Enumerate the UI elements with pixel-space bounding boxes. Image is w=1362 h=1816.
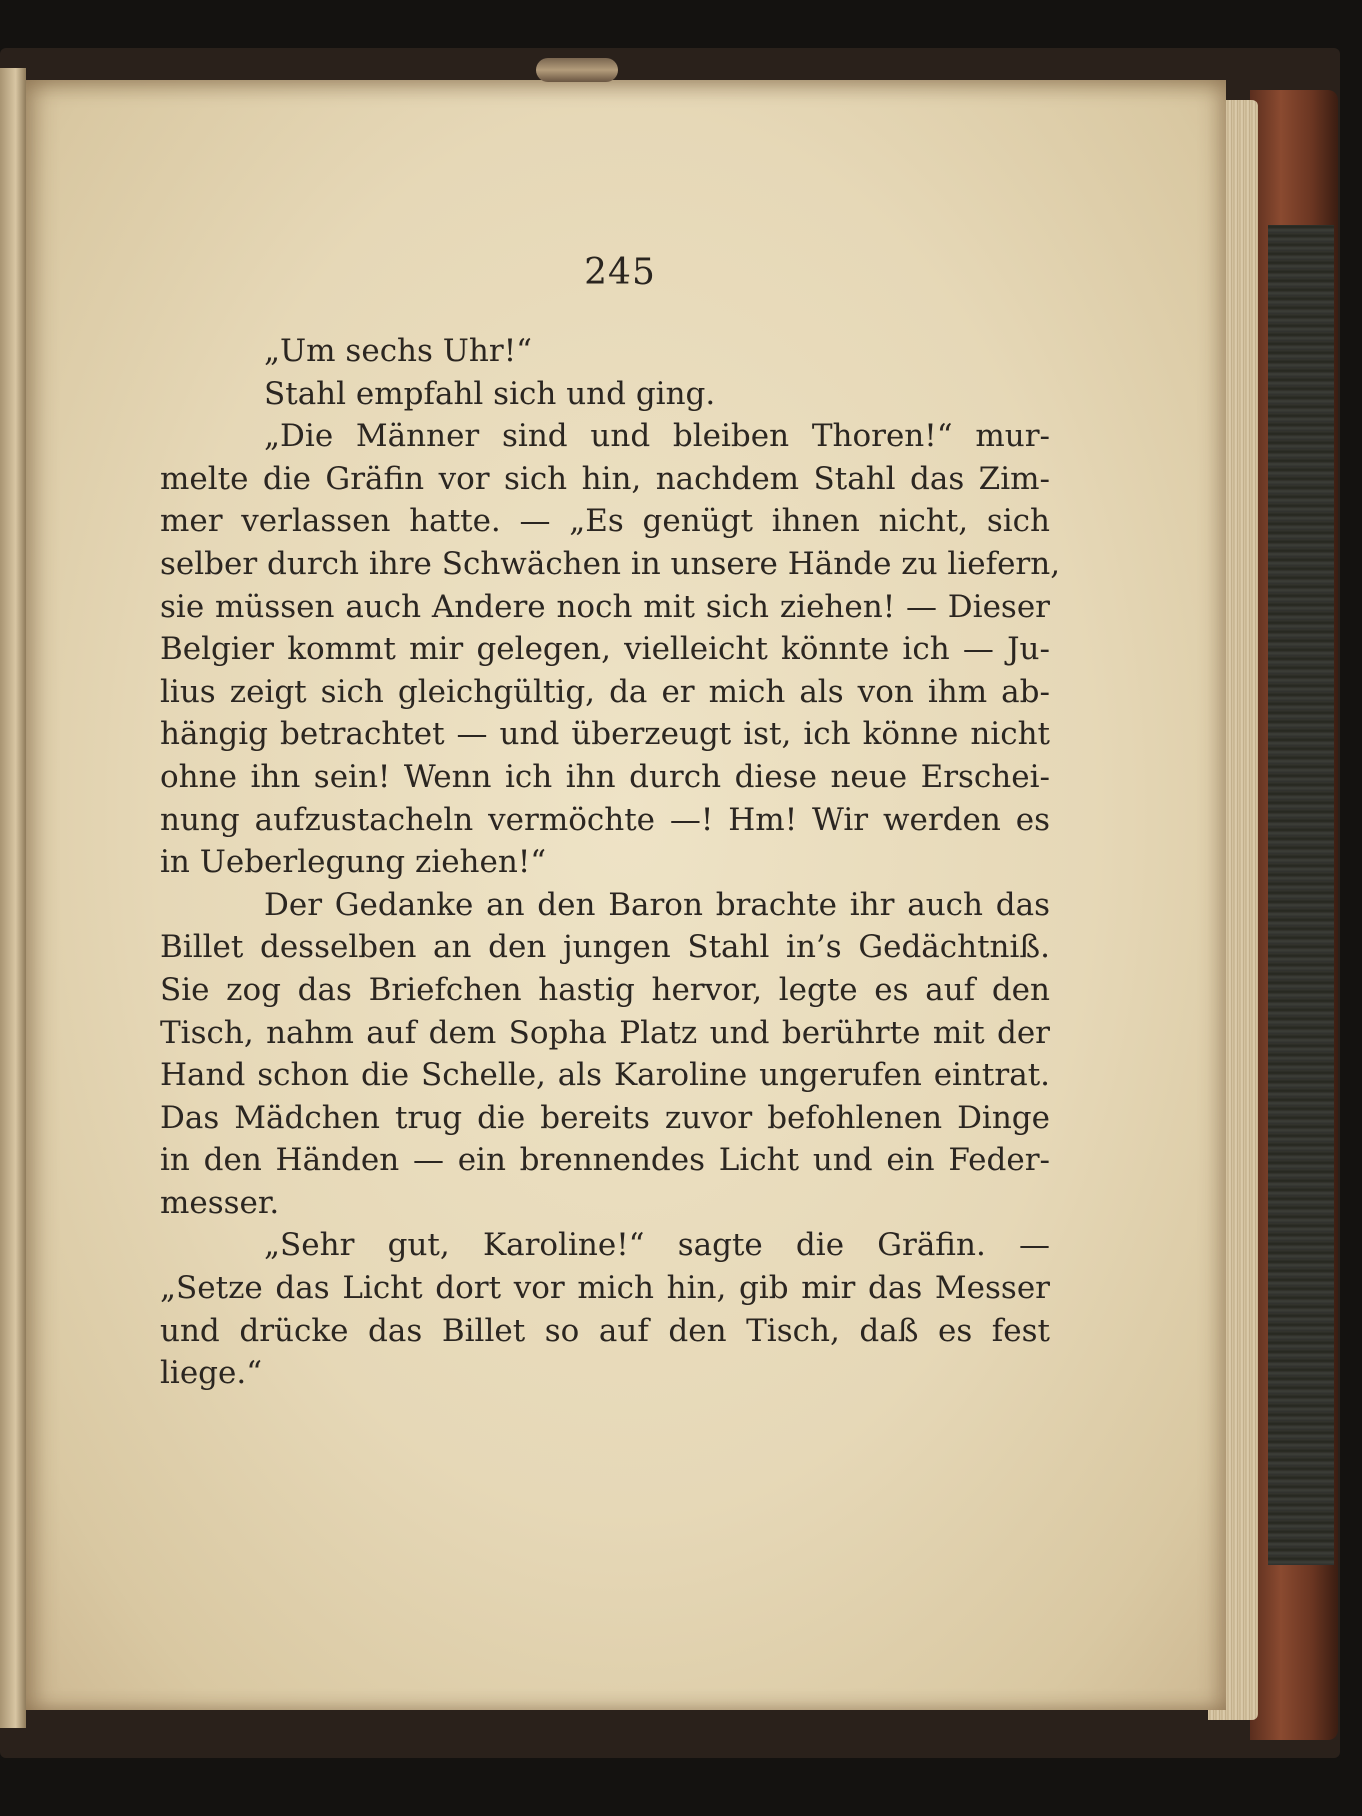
text-line: hängig betrachtet — und überzeugt ist, ich könne nicht (160, 716, 1050, 753)
text-line: Das Mädchen trug die bereits zuvor befohlenen Dinge (160, 1099, 1050, 1136)
cover-cloth-band (1268, 225, 1334, 1565)
text-line: „Die Männer sind und bleiben Thoren!“ mur- (264, 418, 1050, 455)
text-line: nung aufzustacheln vermöchte —! Hm! Wir werden es (160, 801, 1050, 838)
left-page-edge (0, 68, 26, 1728)
text-line: Hand schon die Schelle, als Karoline ungerufen eintrat. (160, 1057, 1050, 1094)
text-line: melte die Gräfin vor sich hin, nachdem Stahl das Zim- (160, 460, 1050, 497)
text-line: Belgier kommt mir gelegen, vielleicht könnte ich — Ju- (160, 631, 1050, 668)
page-number: 245 (584, 252, 656, 293)
text-line: Billet desselben an den jungen Stahl in’s Gedächtniß. (160, 929, 1050, 966)
text-line: liege.“ (160, 1355, 263, 1392)
text-line: „Um sechs Uhr!“ (264, 333, 532, 369)
text-line: „Sehr gut, Karoline!“ sagte die Gräfin. — (264, 1227, 1050, 1264)
text-line: Stahl empfahl sich und ging. (264, 375, 716, 412)
text-line: Tisch, nahm auf dem Sopha Platz und berührte mit der (160, 1014, 1050, 1051)
text-line: mer verlassen hatte. — „Es genügt ihnen nicht, sich (160, 503, 1050, 540)
text-line: Der Gedanke an den Baron brachte ihr auch das (264, 886, 1050, 923)
text-line: messer. (160, 1184, 280, 1221)
text-line: selber durch ihre Schwächen in unsere Hände zu liefern, (160, 545, 1061, 582)
text-line: sie müssen auch Andere noch mit sich ziehen! — Dieser (160, 588, 1050, 625)
text-line: lius zeigt sich gleichgültig, da er mich als von ihm ab- (160, 673, 1050, 710)
text-line: in den Händen — ein brennendes Licht und ein Feder- (160, 1142, 1050, 1179)
text-line: „Setze das Licht dort vor mich hin, gib mir das Messer (160, 1270, 1050, 1307)
text-line: ohne ihn sein! Wenn ich ihn durch diese neue Erschei- (160, 758, 1050, 795)
clasp (536, 58, 618, 82)
text-line: und drücke das Billet so auf den Tisch, daß es fest (160, 1312, 1050, 1349)
text-line: in Ueberlegung ziehen!“ (160, 844, 547, 881)
text-line: Sie zog das Briefchen hastig hervor, legte es auf den (160, 971, 1050, 1008)
body-text (160, 330, 1061, 1395)
